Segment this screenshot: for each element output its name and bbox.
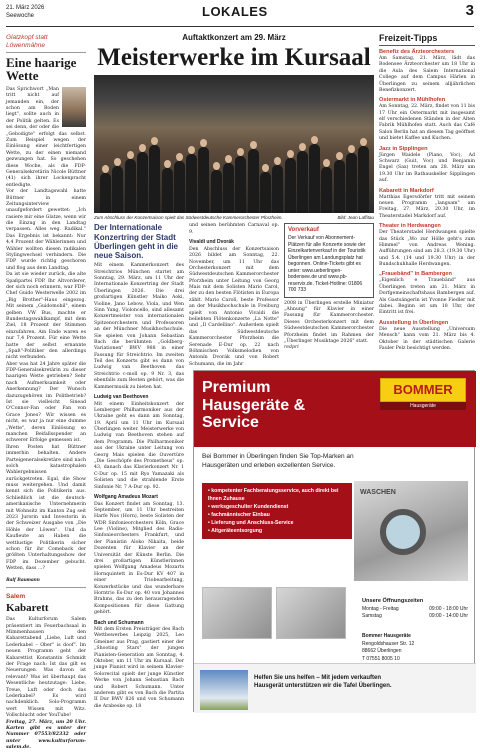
ad-intro: Bei Bommer in Überlingen finden Sie Top-Marken an Hausgeräten und erleben exzellenten Service. (202, 453, 354, 469)
bommer-logo: BOMMER (380, 378, 466, 402)
musician-figure (162, 168, 173, 213)
washer-label: WASCHEN (360, 489, 396, 496)
musician-figure (112, 166, 123, 213)
musician-figure (309, 144, 320, 213)
musician-figure (174, 161, 185, 213)
musician-head (250, 141, 257, 149)
page-number: 3 (465, 2, 474, 19)
musician-head (164, 160, 171, 168)
presale-text: Der Verkauf von Abonnement-Plätzen für alle Konzerte sowie der Einzelkartenverkauf in der Touristik Überlingen am Landungsplatz hat begonnen. Online-Tickets gibt es unter: www.ueberlingen-bodensee.de und www.pb-reservix.de. Ticket-Hotline: 01806 700 733 (288, 235, 366, 294)
musician-head (348, 145, 355, 153)
ad-feature: • Lieferung und Anschluss-Service (208, 519, 346, 527)
musician-figure (321, 167, 332, 213)
page-header (6, 3, 474, 27)
musician-figure (248, 149, 259, 213)
musician-head (311, 136, 318, 144)
musician-head (299, 143, 306, 151)
musician-head (139, 144, 146, 152)
washer-photo (354, 481, 468, 581)
musician-head (188, 146, 195, 154)
glosse-para: Da ist sie wieder zurück, die alte Spaßpartei FDP. Ihr Altvorderer, der sich noch erinnern, war FDP-Chef Guido Westerwelle 2002 im „Big Brother"-Haus eingezog. Mit seinem „Guidomobil", einem gelben VW Bus, machte er Bundestagswahlkampf, mit dem Ziel, 18 Prozent der Stimmen einzufahren. Am Ende waren es nur 7,4 Prozent. Für eine Wette hatte der selbst ernannte „Spaß"-Politiker den allerdings nicht verbunden. (6, 272, 86, 361)
musician-figure (346, 153, 357, 213)
tip-text: Am Sonntag, 22. März, findet von 11 bis 17 Uhr ein Ostermarkt mit insgesamt elf verschiedenen Ständen in der Alten Fabrik Mühlhofen statt. Auch das Café Salon Berlin hat an diesem Tag geöffnet und bietet Kaffee und Kuchen. (379, 104, 475, 142)
musician-head (323, 159, 330, 167)
article-lead: Der Internationale Konzertring der Stadt Überlingen geht in die neue Saison. (94, 223, 179, 261)
left-column (6, 34, 86, 751)
opening-hours (362, 597, 468, 621)
contact-street: Rengoldshauser Str. 12 (362, 640, 415, 647)
article-credit: redpri (284, 345, 299, 351)
tip-text: Am Samstag, 21. März, lädt das Bodensee Ärzteorchester um 18 Uhr in die Aula des Salem International College auf dem Campus Härlen in Überlingen zu seinem alljährlichen Benefizkonzert. (379, 55, 475, 93)
kabarett-para: Das Kulturforum Salem präsentiert im Feuerbachsaal in Mimmenhausen den Kabarettabend „Liebe, Luft und Lederkabel – Ober" is doof". Im neuen Programm geht der Kabarettist Konstantin Schmidt der Frage nach: Ist das gilt es Neuerungen. Was davon ist relevant? Was ist überhaupt das Wesentliche heutzutage: Liebe, Treue, Luft oder doch das Lederkabel? Es wird nachdenklich. Solo-Programm wert Wissen mit Witz. Vollschlucht oder YouTube! (6, 617, 86, 719)
kabarett-title: Kabarett (6, 602, 49, 615)
article-para: und seinen berühmten Carnaval op. 9. (189, 223, 279, 235)
ad-feature: • werksgeschulter Kundendienst (208, 503, 346, 511)
article-para: Das Konzert findet am Sonntag, 13. September, um 11 Uhr bestreiten Harfe Nos (Horn), beste Solisten der WDR Sinfonieorchesters Köln, Grace Lee (Violine), Mitglied des Radio-Sinfonieorchesters Frankfurt, und der Pianistin Aloko Nikaita, beide Dozenten für Klavier an der Universität der Künste Berlin. Die drei großartigen Künstlerinnen spielen Wolfgang Amadeus Mozarts Hornquintett in Es-Dur KV 407 in einer Triobearbeitung, Konzerkstücke und das wunderbare Horntrio Es-Dur op. 40 von Johannes Brahms, das zu den herausragenden Kompositionen für diese Gattung gehört. (94, 501, 184, 616)
kabarett-body (6, 617, 86, 751)
tip-text: Jürgen Waidele (Piano, Voc), Ad Schwarz (Guit, Voc) und Benjamin Engel (Sax) treten am 28. März um 19.30 Uhr im Rathauskeller Sipplingen auf. (379, 152, 475, 184)
musician-figure (235, 156, 246, 213)
glosse-para: Ihren Posten hat Büttner immerhin behalten. Andere Parteigeneralsekretäre sind nach solch katastrophalen Wahlergebnissen zurückgetreten. Egal, die Show muss weitergehen. Und damit kennt sich die Politikerin aus. Schließlich ist die deutsch-amerikanische Unternehmerin mit Wohnsitz im Kanton Zug seit 2023 Jurorin und Investorin in der Schweizer Ausgabe von „Die Höhle der Löwen". Und da Kaufleute an Haben die wettlustige Politikerin sicher schon für ihr Comeback der größten Unterhaltungsshow der FDP im Dezember gebucht. Wetten, dass ...? (6, 444, 86, 572)
bommer-logo-sub: Hausgeräte (380, 402, 466, 410)
musician-head (176, 153, 183, 161)
contact-name: Bommer Hausgeräte (362, 633, 411, 639)
ad-headline: Premium Hausgeräte & Service (202, 379, 306, 432)
article-col-1 (94, 223, 184, 710)
contact-phone: T 07551 8005 10 (362, 655, 400, 662)
glosse-title: Eine haarige Wette (6, 54, 77, 84)
ad-footer-text: Helfen Sie uns helfen – Mit jedem verkauften Hausgerät unterstützen wir die Tafel Überlingen. (254, 675, 392, 690)
hours-day: Samstag (362, 613, 382, 620)
hours-time: 09:00 - 14:00 Uhr (429, 613, 468, 620)
tip-subhead: Ostermarkt in Mühlhofen (379, 97, 446, 104)
glosse-kicker: Glatzkopf statt Löwenmähne (6, 34, 86, 53)
tip-subhead: „Frauebänd" in Bambergen (379, 271, 452, 278)
glosse-para: Aber was hat 24 Jahre später die FDP-Generalsekretärin zu dieser haarigen Wette getrieben? Sehr nach Aufmerksamkeit oder Anerkennung? Der Wunsch dazuzugehören im Politbetrieb? Ist sie vielleicht Sinead O'Connor-Fan oder Fan von Grace Jones? Wir wissen es nicht, es war ja nur eine dumme „Wette", deren Einlösung so manchen Beifallsspender an schwerer Erfolge gemessen ist. (6, 361, 86, 444)
glosse-para: Vor der Landtagswahl hatte Büttner in einem Zeitungsinterview unaufgefordert gewettet: „Ich rasiere mir eine Glatze, wenn wir die Einzug in den Landtag verpassen. Alles weg. Radikal." Das Ergebnis ist bekannt: Nur 4,4 Prozent der Wählerinnen und Wähler wollten diesen radikalen Stylingwechsel verhindern. Die FDP wurde richtig geschoren und flog aus dem Landtag. (6, 189, 86, 271)
ad-feature: • Altgeräteentsorgung (208, 527, 346, 535)
author-photo (62, 87, 86, 127)
musician-figure (125, 159, 136, 213)
tip-subhead: Theater in Herdwangen (379, 223, 441, 230)
musician-figure (334, 160, 345, 213)
photo-credit: Bild: Jean Laffitau (337, 214, 374, 220)
musician-head (151, 137, 158, 145)
orchestra-photo (94, 75, 374, 213)
article-para: 2008 in Überlingen erstelle Miniatur „Ahnung" für Klavier in einer Fassung für Kammerorchester. Dieses Orchesterkonzert mit dem Südwestdeutschen Kammerorchester Pforzheim findet im Rahmen der „Überlinger Musiktage 2026" statt. (284, 300, 374, 344)
tip-text: Matthias Egersdörfer tritt mit seinem neuen Programm „langsam" am Freitag, 27. März, 20.30 Uhr, im Theaterstadel Markdorf auf. (379, 194, 475, 219)
bommer-ad (193, 370, 475, 712)
lead-headline: Meisterwerke im Kursaal (97, 44, 371, 71)
article-subhead: Wolfgang Amadeus Mozart (94, 494, 158, 500)
musician-head (336, 152, 343, 160)
kabarett-location: Salem (6, 592, 26, 600)
musician-head (114, 158, 121, 166)
presale-title: Vorverkauf (288, 227, 319, 234)
ad-feature: • kompetenter Fachberatungsservice, auch direkt bei Ihnen Zuhause (208, 487, 346, 503)
kabarett-info: Freitag, 27. März, um 20 Uhr. Karten gibt es unter der Nummer 07553/82332 oder unter www.kulturforum-salem.de. (6, 719, 86, 751)
ad-footer (194, 663, 476, 713)
musician-head (225, 155, 232, 163)
article-para: Mit einem Einheitskonzert der Lemberger Philharmoniker aus der Ukraine geht es dann am Sonntag, 19. April um 11 Uhr im Kursaal Überlingen weiter. Meisterwerke von Ludwig van Beethoven stehen auf dem Programm. Die Philharmoniker aus der Ukraine unter Leitung von Georg Mais spielen die Ouvertüre „Die Geschöpfe des Prometheus" op. 43, danach das Klavierkonzert Nr. 1 C-Dur op. 15 mit Ryo Yamazaki als Solisten und die strahlende Erste Sinfonie Nr. 7 A-Dur op. 92. (94, 401, 184, 490)
tip-text: Die neue Ausstellung „Universum Mensch" kann vom 21. März bis 4. Oktober in der städtischen Galerie Fauler Pelz besichtigt werden. (379, 326, 475, 351)
section-title: LOKALES (202, 4, 268, 19)
musician-head (200, 139, 207, 147)
musician-head (237, 148, 244, 156)
article-para: Mit einem Kammerkonzert des Streichtrios München startet am Sonntag, 29. März, um 11 Uhr der Internationale Konzertring der Stadt Überlingen 2026. Die drei großartigen Künstler Maiko Aoki, Violine, Jano Lebow, Viola, und Wen Sinn Yang, Violoncello, sind allesamt Konzertmeister von internationalen Spitzenorchestern und Professoren an der Münchner Musikhochschule. Sie spielen von Johann Sebastian Bach die berühmten „Goldberg-Variationen" BWV 988 in einer Fassung für Streichtrio. Im zweiten Teil des Konzerts gibt es dann von Ludwig van Beethoven das Streichtrio c-moll op. 9 Nr. 3, das ebenfalls zum Besten gehört, was die Kammermusik zu bieten hat. (94, 263, 184, 390)
glosse-para: Das Sprichwort „Man tritt nicht auf jemanden ein, der schon am Boden liegt", sollte auch in der Politik gelten. Es sei denn, der oder die „Gebodigte" erfolgt das selbst. Zum Beispiel wegen der Einlösung einer leichtfertigen Wette, zu der einen niemand gezwungen hat. So geschehen diese Woche, als die FDP-Generalsekretärin Nicole Büttner (41) sich ihrer Lockenpracht entledigte. (6, 86, 86, 188)
article-subhead: Vivaldi und Dvorák (189, 239, 234, 246)
washer-drum (380, 509, 426, 555)
musician-figure (272, 165, 283, 213)
tip-text: „Eigenlich e Trauebänd" aus Überlingen treten am 21. März in Dorfgemeinschaftshaus Bambergen auf. Als Gastsängerin ist Yvonne Fiedler mit dabei. Beginn ist um 18 Uhr, der Eintritt ist frei. (379, 278, 475, 316)
musician-head (274, 157, 281, 165)
musician-figure (198, 147, 209, 213)
contact-city: 88662 Überlingen (362, 648, 402, 654)
musician-head (262, 164, 269, 172)
article-subhead: Bach und Schumann (94, 619, 144, 626)
musician-head (360, 138, 367, 146)
ad-photo-kitchen (202, 587, 272, 639)
store-photo (200, 670, 248, 710)
musician-figure (100, 173, 111, 213)
lead-kicker: Auftaktkonzert am 29. März (182, 33, 286, 42)
hours-day: Montag - Freitag (362, 605, 399, 612)
glosse-author: Ralf Baumann (6, 575, 86, 588)
musician-figure (211, 170, 222, 213)
freizeit-title: Freizeit-Tipps (379, 34, 475, 46)
musician-figure (223, 163, 234, 213)
tip-text: Der Theaterstadel Herdwangen spielte das Stück „Wo zur Hölle geht's zum Himmel" von Andreas Wening. Aufführungen sind am 28.3. (19.30 Uhr) und 5.4. (14 und 19.30 Uhr) in der Bundschuhhalle Herdwangen. (379, 230, 475, 268)
tip-subhead: Kabarett in Markdorf (379, 187, 434, 194)
hours-title: Unsere Öffnungszeiten (362, 598, 424, 604)
musician-figure (149, 145, 160, 213)
issue-date: 21. März 2026 Seewoche (6, 5, 45, 19)
hours-time: 09:00 - 18:00 Uhr (429, 605, 468, 612)
ad-photo-fridge (276, 587, 346, 639)
musician-figure (137, 152, 148, 213)
tip-subhead: Ausstellung in Überlingen (379, 319, 449, 326)
glosse-body (6, 87, 86, 573)
musician-head (127, 151, 134, 159)
musician-head (213, 162, 220, 170)
article-para: Den Abschluss der Konzertsaison 2026 bildet am Sonntag, 22. November, um 11 Uhr das Orchesterkonzert mit dem Südwestdeutschen Kammerorchester Pforzheim unter Leitung von Georg Mais mit dem Solisten Mario Carol, der zu den besten Flötisten in Europa zählt. Mario Carolì, beste Professor an der Musikhochschule in Freiburg spielt von Antonio Vivaldi die beliebten Flötenkonzerte „La Notte" und „Il Cardellino". Außerdem spielt das Südwestdeutsche Kammerorchester Pforzheim die Serenade E-Dur op. 22 nach Böhmischen Volksmelodien von Antonín Dvorák und von Robert Schumann, die im Jahr (189, 246, 279, 367)
tip-subhead: Jazz in Sipplingen (379, 145, 428, 152)
photo-caption (94, 215, 374, 221)
musician-figure (285, 158, 296, 213)
article-subhead: Ludwig van Beethoven (94, 394, 149, 401)
presale-box (284, 223, 374, 297)
musician-figure (297, 151, 308, 213)
musician-figure (358, 146, 369, 213)
article-para: Mit dem Ersten Preisträger des Bach Wettbewerbes Leipzig 2025, Leo Gmeiner aus Prag, gastiert einer der „Shooting Stars" der jungen Pianisten-Generation am Sonntag, 4. Oktober, um 11 Uhr im Kursaal. Der junge Pianist wird in seinem Klavier-Solorecital spielt der junge Künstler Werke von Johann Sebastian Bach und Robert Schumann. Unter anderem gibt es von Bach die Partita II Dur BWV 826 und von Schumann die Arabeske op. 18 (94, 627, 184, 709)
ad-feature-list (202, 483, 352, 539)
caption-text: Zum Abschluss der Konzertsaison spielt das Südwestdeutsche Kammerorchester Pforzheim. (94, 214, 283, 220)
musician-head (287, 150, 294, 158)
musician-figure (186, 154, 197, 213)
tip-subhead: Benefiz des Ärzteorchesters (379, 49, 455, 55)
freizeit-tipps (379, 34, 475, 364)
ad-feature: • fachmännischer Einbau (208, 511, 346, 519)
musician-figure (260, 172, 271, 213)
musician-head (102, 165, 109, 173)
